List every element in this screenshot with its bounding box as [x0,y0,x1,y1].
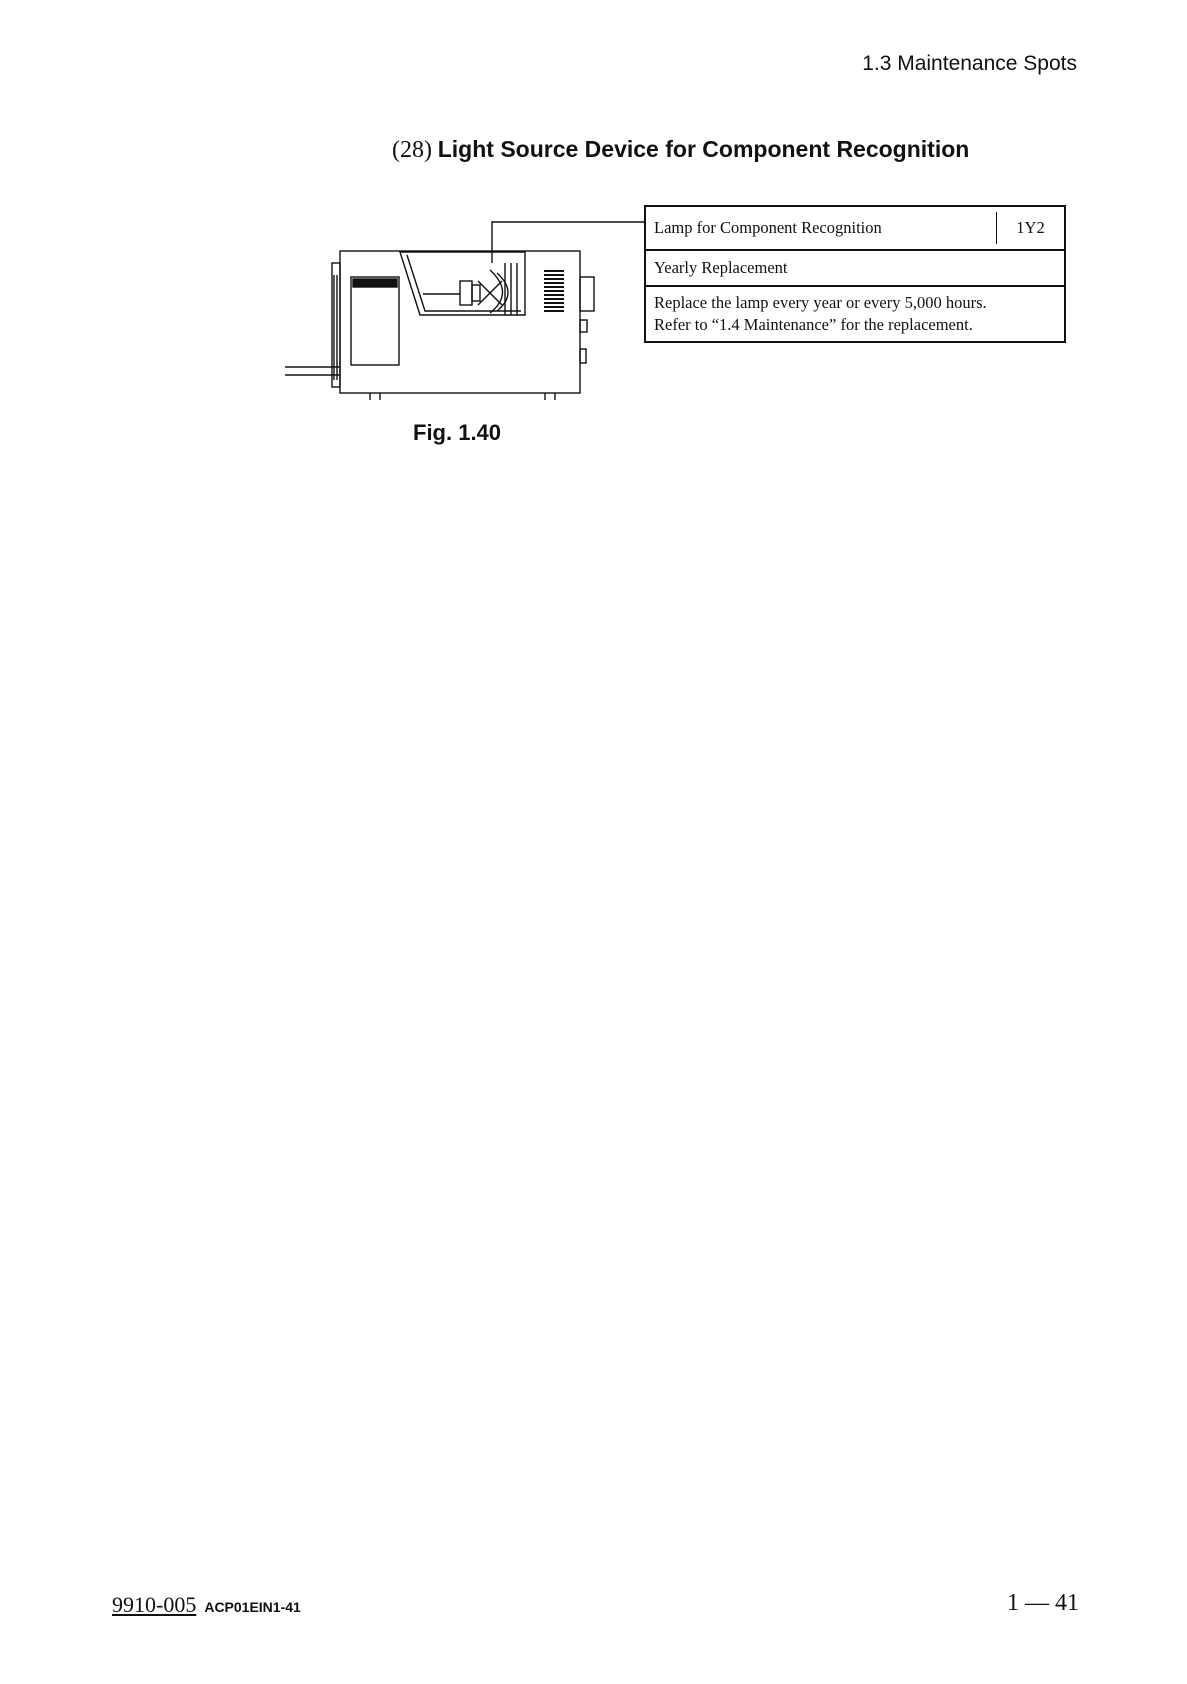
replacement-interval: Yearly Replacement [654,258,788,277]
instruction-line: Refer to “1.4 Maintenance” for the replacement. [654,315,973,334]
page-title [392,136,969,164]
part-code: 1Y2 [996,212,1064,244]
title-text: Light Source Device for Component Recognition [437,136,970,162]
light-source-device-illustration [285,215,650,400]
section-header: 1.3 Maintenance Spots [862,52,1077,75]
title-number: (28) [392,137,432,163]
instructions [646,287,1064,341]
page-number: 1 — 41 [1007,1590,1079,1616]
table-row [646,287,1064,341]
instruction-line: Replace the lamp every year or every 5,000 hours. [654,293,987,312]
maintenance-table [644,205,1066,343]
figure-caption: Fig. 1.40 [413,420,502,445]
table-row [646,251,1064,287]
footer-doc-info [112,1592,301,1618]
doc-code: ACP01EIN1-41 [204,1599,301,1615]
part-name: Lamp for Component Recognition [654,218,882,237]
table-row [646,207,1064,251]
doc-number: 9910-005 [112,1592,197,1617]
